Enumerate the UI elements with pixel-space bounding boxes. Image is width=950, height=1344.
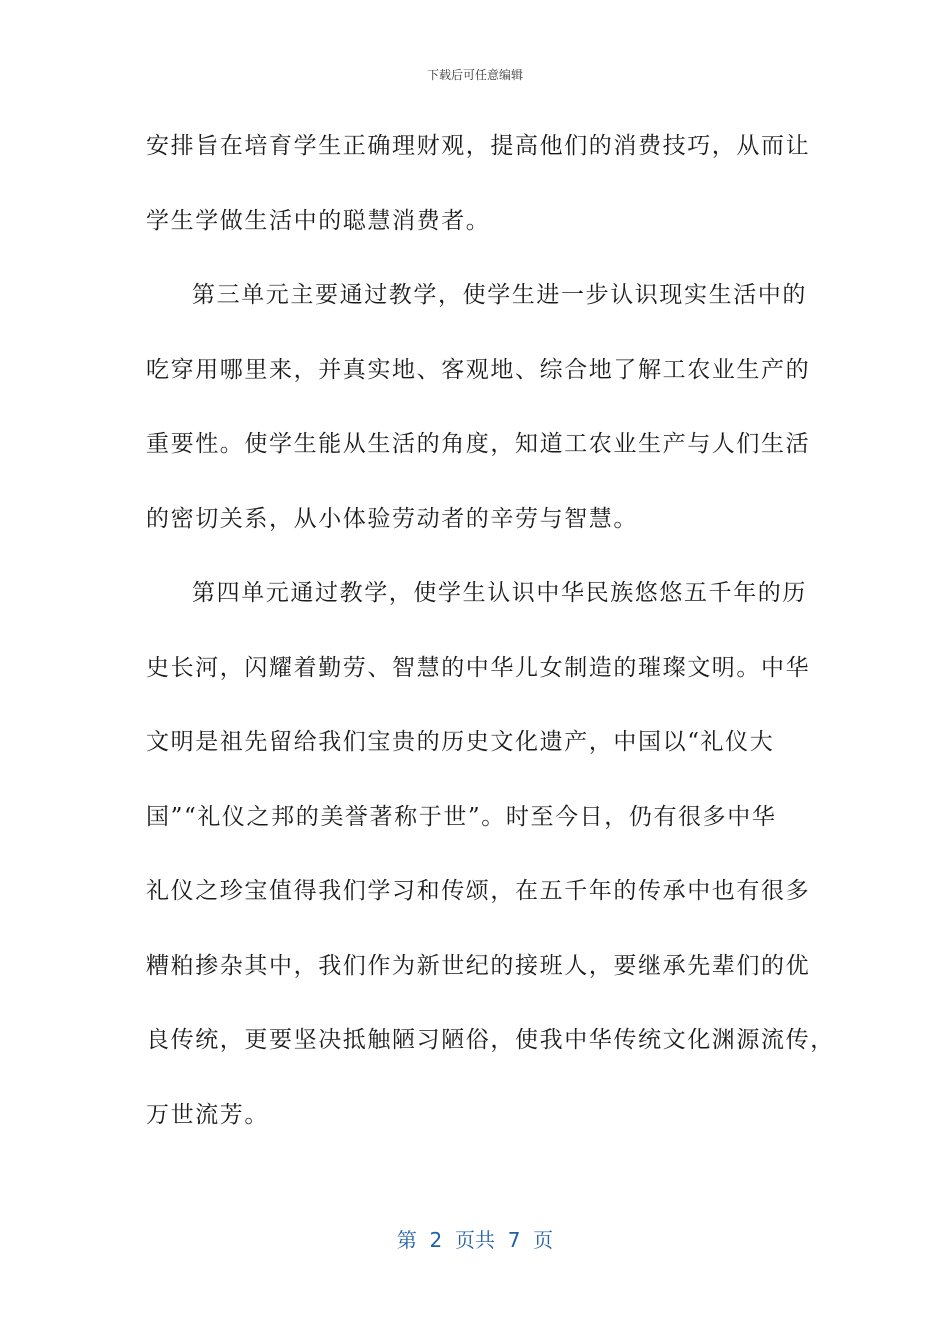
text-line: 文明是祖先留给我们宝贵的历史文化遗产，中国以“礼仪大: [146, 729, 775, 755]
text-line: 国”“礼仪之邦的美誉著称于世”。时至今日，仍有很多中华: [146, 803, 777, 830]
paragraph-start-line: 第四单元通过教学，使学生认识中华民族悠悠五千年的历: [192, 580, 807, 606]
text-line: 万世流芳。: [146, 1101, 269, 1128]
paragraph-start-line: 第三单元主要通过教学，使学生进一步认识现实生活中的: [192, 282, 807, 308]
text-line: 良传统，更要坚决抵触陋习陋俗，使我中华传统文化渊源流传，: [146, 1027, 835, 1053]
text-line: 学生学做生活中的聪慧消费者。: [146, 207, 491, 234]
text-line: 重要性。使学生能从生活的角度，知道工农业生产与人们生活: [146, 431, 811, 457]
document-body: [146, 126, 835, 1169]
text-line: 糟粕掺杂其中，我们作为新世纪的接班人，要继承先辈们的优: [146, 952, 811, 979]
page-indicator: 第 2 页共 7 页: [396, 1228, 554, 1252]
text-line: 礼仪之珍宝值得我们学习和传颂，在五千年的传承中也有很多: [146, 878, 811, 904]
text-line: 史长河，闪耀着勤劳、智慧的中华儿女制造的璀璨文明。中华: [146, 654, 811, 681]
text-line: 吃穿用哪里来，并真实地、客观地、综合地了解工农业生产的: [146, 356, 811, 383]
text-line: 安排旨在培育学生正确理财观，提高他们的消费技巧，从而让: [146, 133, 811, 159]
header-note: 下载后可任意编辑: [426, 68, 523, 82]
text-line: 的密切关系，从小体验劳动者的辛劳与智慧。: [146, 505, 638, 532]
